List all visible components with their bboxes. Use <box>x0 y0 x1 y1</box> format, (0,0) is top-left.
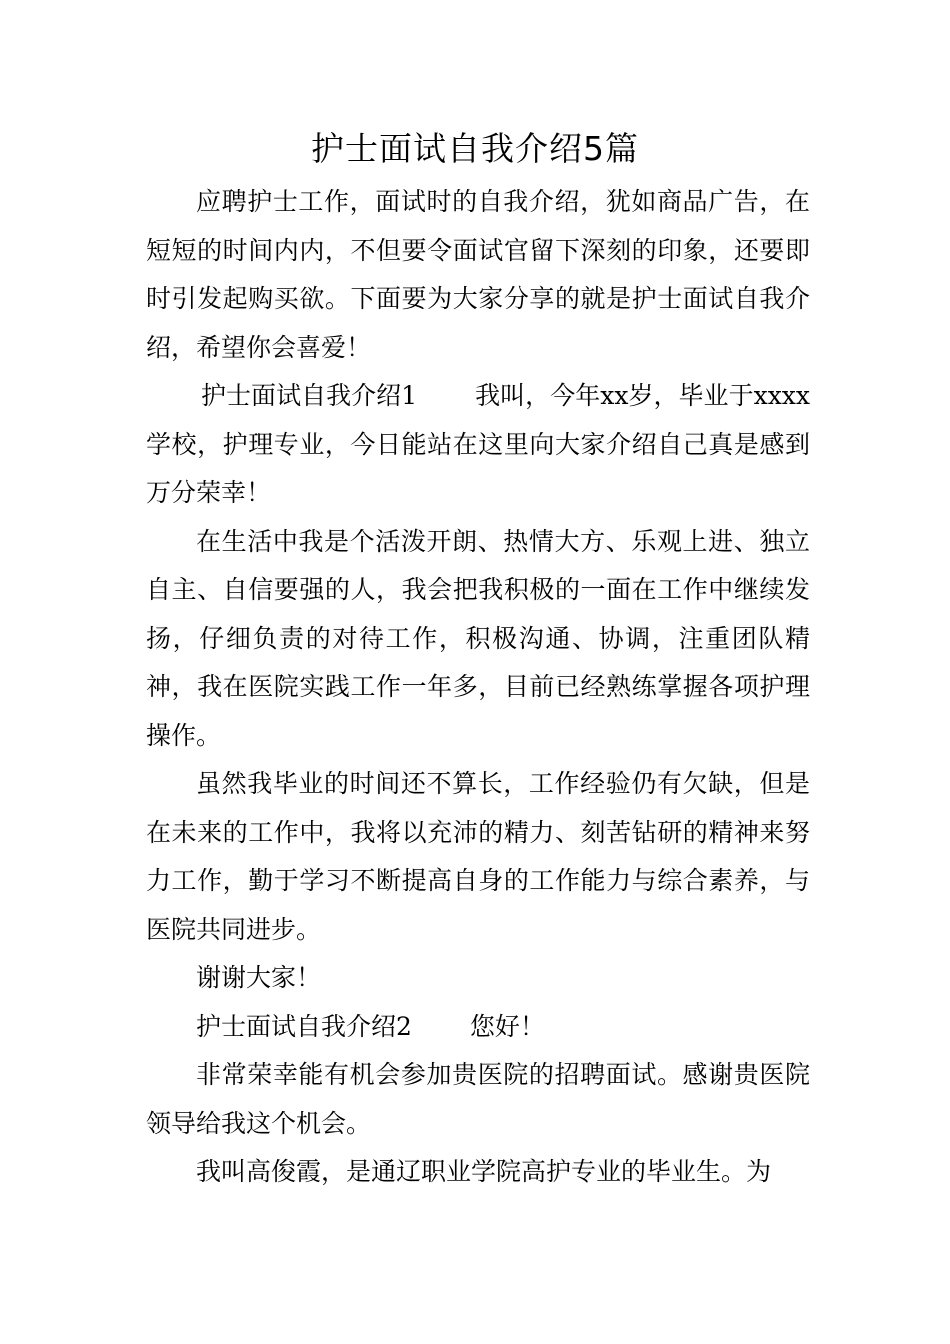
section-1-paragraph <box>146 372 810 518</box>
thanks-paragraph: 谢谢大家！ <box>196 963 322 992</box>
section-1-heading: 护士面试自我介绍1 <box>201 381 418 410</box>
intro-paragraph: 应聘护士工作，面试时的自我介绍，犹如商品广告，在短短的时间内内，不但要令面试官留下深刻的印象，还要即时引发起购买欲。下面要为大家分享的就是护士面试自我介绍，希望你会喜爱！ <box>146 187 810 362</box>
section-2-text: 您好！ <box>469 1011 545 1041</box>
body-paragraph: 非常荣幸能有机会参加贵医院的招聘面试。感谢贵医院领导给我这个机会。 <box>146 1060 810 1138</box>
document-title: 护士面试自我介绍5篇 <box>311 129 639 168</box>
body-paragraph: 虽然我毕业的时间还不算长，工作经验仍有欠缺，但是在未来的工作中，我将以充沛的精力、刻苦钻研的精神来努力工作，勤于学习不断提高自身的工作能力与综合素养，与医院共同进步。 <box>146 769 810 944</box>
body-paragraph: 我叫高俊霞，是通辽职业学院高护专业的毕业生。为 <box>196 1157 772 1186</box>
document-body <box>146 178 810 1197</box>
body-paragraph: 在生活中我是个活泼开朗、热情大方、乐观上进、独立自主、自信要强的人，我会把我积极的一面在工作中继续发扬，仔细负责的对待工作，积极沟通、协调，注重团队精神，我在医院实践工作一年多，目前已经熟练掌握各项护理操作。 <box>146 526 810 750</box>
section-1-text: 我叫，今年xx岁，毕业于xxxx学校，护理专业，今日能站在这里向大家介绍自己真是感到万分荣幸！ <box>146 381 810 507</box>
section-2-heading: 护士面试自我介绍2 <box>196 1011 412 1041</box>
section-2-paragraph <box>146 1003 810 1052</box>
